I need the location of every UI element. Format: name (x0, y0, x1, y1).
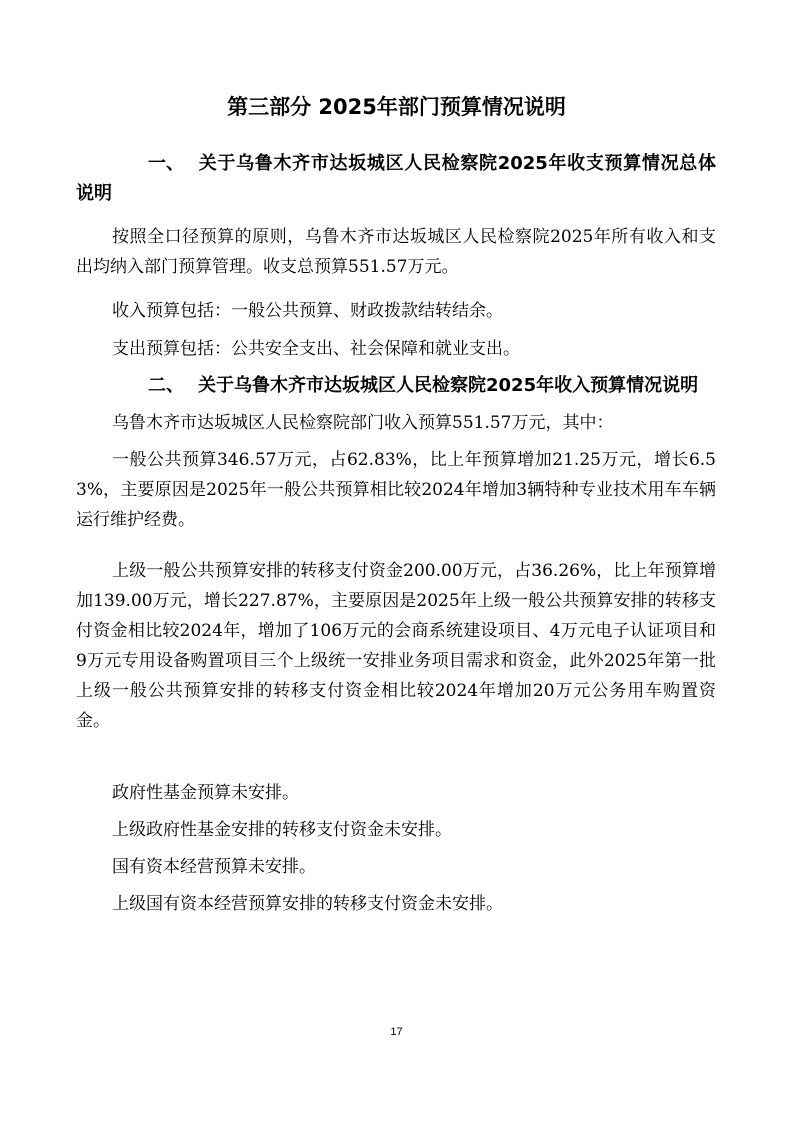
section-2-heading (76, 371, 716, 401)
section-2-paragraph-6: 国有资本经营预算未安排。 (112, 857, 316, 877)
section-1-heading (76, 149, 716, 209)
section-2-paragraph-3: 上级一般公共预算安排的转移支付资金200.00万元，占36.26%，比上年预算增加139.00万元，增长227.87%，主要原因是2025年上级一般公共预算安排的转移支付资金相比较2024年，增加了106万元的会商系统建设项目、4万元电子认证项目和9万元专用设备购置项目三个上级统一安排业务项目需求和资金，此外2025年第一批上级一般公共预算安排的转移支付资金相比较2024年增加20万元公务用车购置资金。 (76, 561, 716, 731)
page-number: 17 (390, 1026, 403, 1038)
section-2-paragraph-5: 上级政府性基金安排的转移支付资金未安排。 (112, 820, 452, 840)
section-2-number: 二、 (148, 375, 184, 396)
section-1-paragraph-3: 支出预算包括：公共安全支出、社会保障和就业支出。 (112, 339, 520, 359)
section-1-number: 一、 (148, 153, 184, 174)
section-2-paragraph-1: 乌鲁木齐市达坂城区人民检察院部门收入预算551.57万元，其中： (112, 413, 614, 433)
section-1-paragraph-2: 收入预算包括：一般公共预算、财政拨款结转结余。 (112, 301, 503, 321)
section-2-heading-text: 关于乌鲁木齐市达坂城区人民检察院2025年收入预算情况说明 (198, 375, 699, 396)
page-title: 第三部分 2025年部门预算情况说明 (227, 95, 566, 119)
section-1-paragraph-1: 按照全口径预算的原则，乌鲁木齐市达坂城区人民检察院2025年所有收入和支出均纳入部门预算管理。收支总预算551.57万元。 (76, 227, 716, 277)
section-2-paragraph-4: 政府性基金预算未安排。 (112, 783, 299, 803)
section-1-heading-text: 关于乌鲁木齐市达坂城区人民检察院2025年收支预算情况总体说明 (76, 153, 716, 204)
section-2-paragraph-7: 上级国有资本经营预算安排的转移支付资金未安排。 (112, 894, 503, 914)
section-2-paragraph-2: 一般公共预算346.57万元，占62.83%，比上年预算增加21.25万元，增长6.53%，主要原因是2025年一般公共预算相比较2024年增加3辆特种专业技术用车车辆运行维护经费。 (76, 450, 716, 530)
